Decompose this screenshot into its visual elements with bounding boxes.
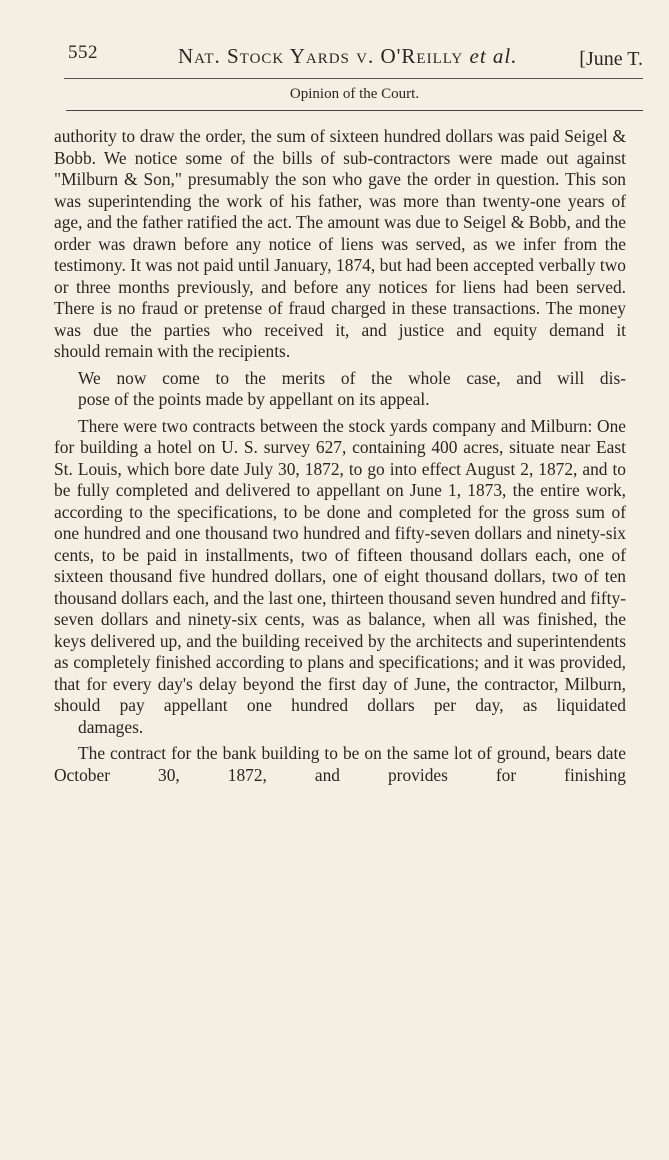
paragraph — [54, 368, 626, 411]
paragraph-text: We now come to the merits of the whole case, and will dis- — [78, 367, 626, 388]
page-number: 552 — [68, 42, 98, 63]
term-date: [June T. — [579, 48, 643, 70]
paragraph-text: The contract for the bank building to be on the same lot of ground, bears date October 30, 1872, and provides for finishing — [54, 743, 626, 785]
paragraph-last-line: should remain with the recipients. — [54, 341, 291, 361]
opinion-label: Opinion of the Court. — [289, 86, 420, 102]
paragraph-last-line: pose of the points made by appellant on its appeal. — [78, 389, 430, 409]
paragraph — [54, 126, 626, 363]
paragraph — [54, 416, 626, 739]
running-header — [64, 38, 643, 78]
header-rule — [64, 78, 643, 79]
case-name-suffix: et al. — [469, 44, 518, 68]
section-heading — [66, 86, 643, 103]
paragraph-text: There were two contracts between the stock yards company and Milburn: One for building a hotel on U. S. survey 627, containing 400 acres, situate near East St. Louis, which bore date July 30, 1872, to go into effect August 2, 1872, and to be fully completed and delivered to appellant on June 1, 1873, the entire work, according to the specifications, to be done and completed for the gross sum of one hundred and one thousand two hundred and fifty-seven dollars and ninety-six cents, to be paid in installments, two of fifteen thousand dollars each, one of sixteen thousand five hundred dollars, one of eight thousand dollars, two of ten thousand dollars each, and the last one, thirteen thousand seven hundred and fifty-seven dollars and ninety-six cents, was as balance, when all was finished, the keys delivered up, and the building received by the architects and superintendents as completely finished according to plans and specifications; and it was provided, that for every day's delay beyond the first day of June, the contractor, Milburn, should pay appellant one hundred dollars per day, as liquidated — [54, 415, 626, 715]
body-text — [54, 126, 626, 791]
paragraph-last-line: damages. — [78, 716, 144, 737]
section-rule — [66, 110, 643, 111]
case-name: Nat. Stock Yards v. O'Reilly — [178, 44, 464, 68]
paragraph — [54, 743, 626, 786]
paragraph-text: authority to draw the order, the sum of sixteen hundred dollars was paid Seigel & Bobb. We notice some of the bills of sub-contractors were made out against "Milburn & Son," presumably the son who gave the order in question. This son was superintending the work of his father, was more than twenty-one years of age, and the father ratified the act. The amount was due to Seigel & Bobb, and the order was drawn before any notice of liens was served, as we infer from the testimony. It was not paid until January, 1874, but had been accepted verbally two or three months previously, and before any notices for liens had been served. There is no fraud or pretense of fraud charged in these transactions. The money was due the parties who received it, and justice and equity demand it — [54, 126, 626, 340]
running-title — [178, 44, 518, 69]
